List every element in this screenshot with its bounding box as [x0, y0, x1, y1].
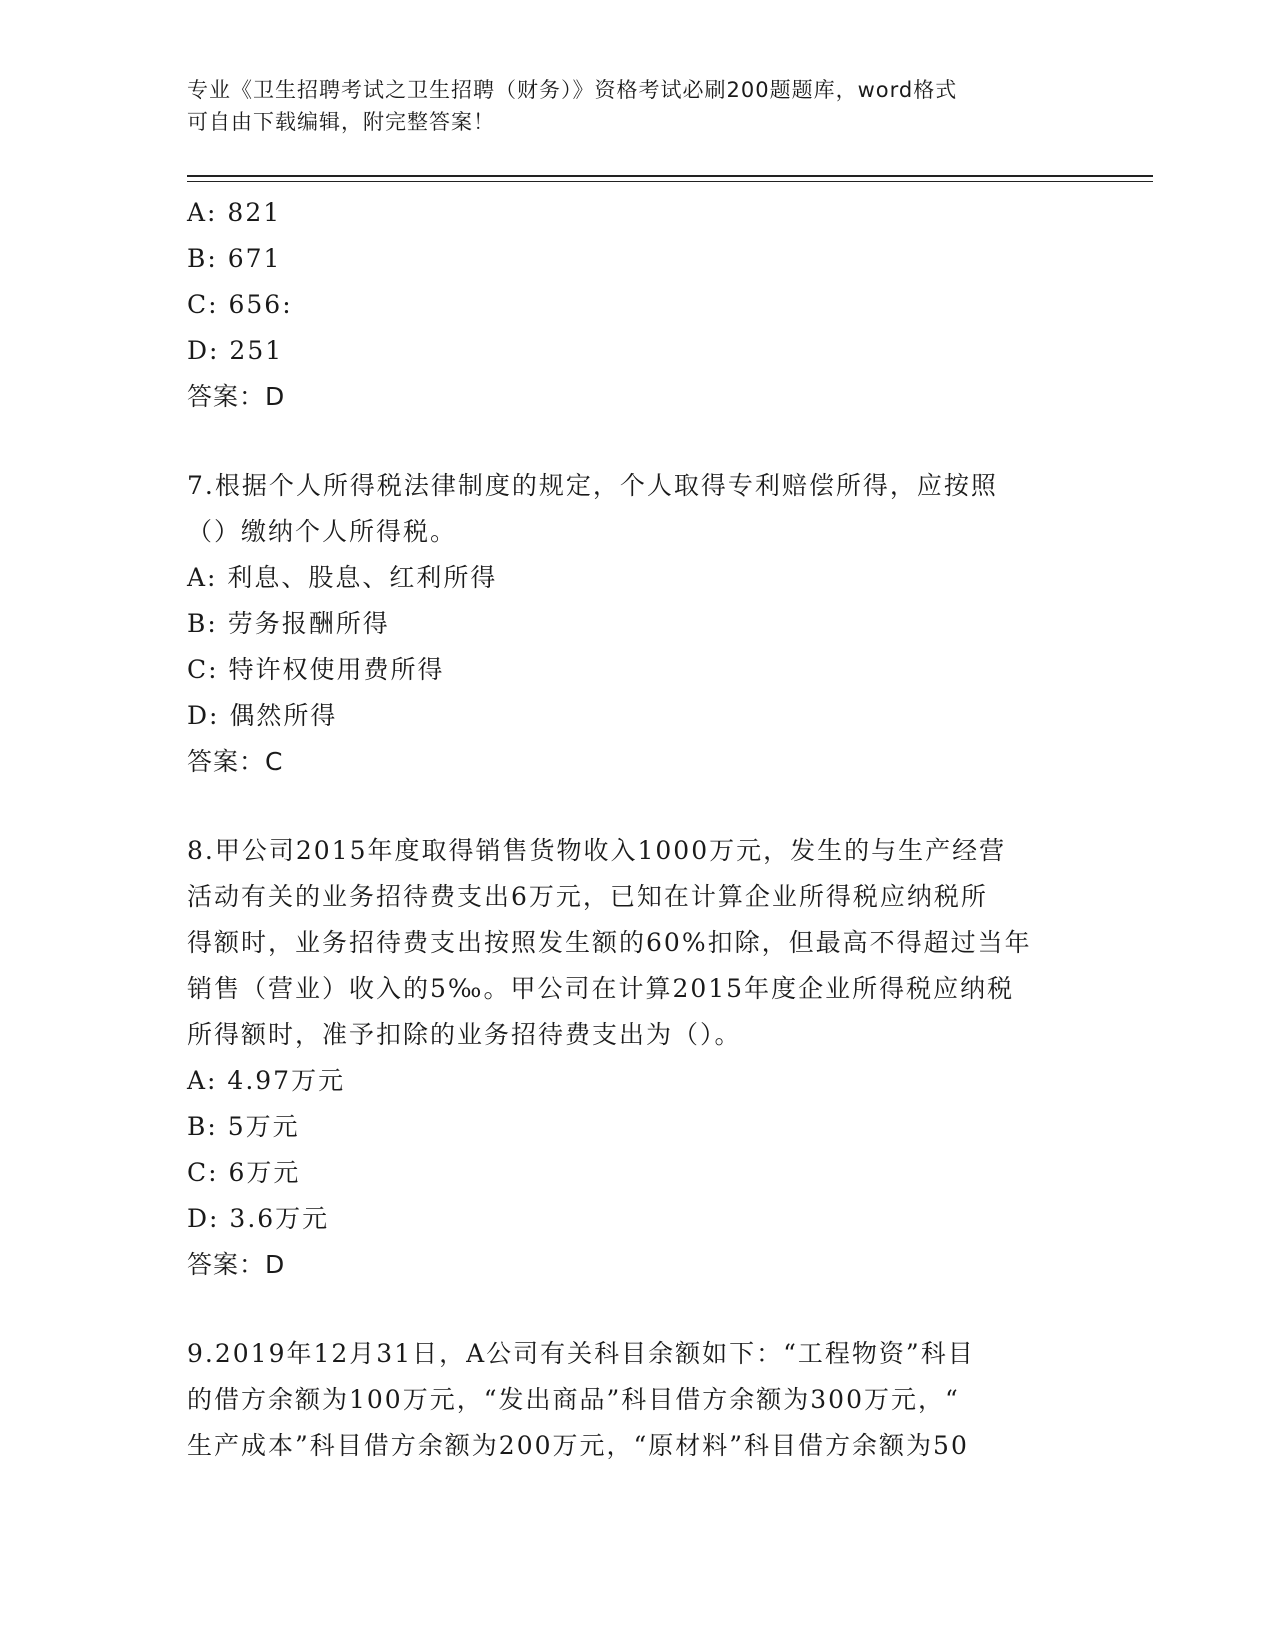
question-8 — [187, 828, 1087, 1288]
question-content — [187, 190, 1087, 1469]
header-title-line-2: 可自由下载编辑，附完整答案！ — [187, 110, 495, 134]
header-divider-thick — [187, 175, 1153, 177]
question-6 — [187, 190, 1087, 420]
option-a: A: 4.97万元 — [187, 1066, 346, 1095]
question-stem-line: 8.甲公司2015年度取得销售货物收入1000万元，发生的与生产经营 — [187, 836, 1007, 865]
question-stem-line: 的借方余额为100万元，“发出商品”科目借方余额为300万元，“ — [187, 1385, 960, 1414]
header-divider-thin — [187, 181, 1153, 182]
document-header — [187, 74, 1067, 138]
answer: 答案：C — [187, 747, 284, 776]
option-d: D: 251 — [187, 336, 284, 365]
header-title-line-1: 专业《卫生招聘考试之卫生招聘（财务）》资格考试必刷200题题库，word格式 — [187, 78, 958, 102]
answer: 答案：D — [187, 382, 286, 411]
option-c: C: 特许权使用费所得 — [187, 655, 445, 684]
answer: 答案：D — [187, 1250, 286, 1279]
question-9 — [187, 1331, 1087, 1469]
option-b: B: 671 — [187, 244, 282, 273]
option-c: C: 6万元 — [187, 1158, 301, 1187]
question-stem-line: 活动有关的业务招待费支出6万元，已知在计算企业所得税应纳税所 — [187, 882, 988, 911]
question-7 — [187, 463, 1087, 785]
option-b: B: 劳务报酬所得 — [187, 609, 390, 638]
question-stem-line: 销售（营业）收入的5‰。甲公司在计算2015年度企业所得税应纳税 — [187, 974, 1015, 1003]
question-stem-line: 7.根据个人所得税法律制度的规定，个人取得专利赔偿所得，应按照 — [187, 471, 998, 500]
option-c: C: 656: — [187, 290, 293, 319]
question-stem-line: 9.2019年12月31日，A公司有关科目余额如下：“工程物资”科目 — [187, 1339, 975, 1368]
question-stem-line: 所得额时，准予扣除的业务招待费支出为（）。 — [187, 1020, 742, 1049]
option-d: D: 3.6万元 — [187, 1204, 330, 1233]
question-stem-line: （）缴纳个人所得税。 — [187, 517, 458, 546]
question-stem-line: 得额时，业务招待费支出按照发生额的60%扣除，但最高不得超过当年 — [187, 928, 1032, 957]
option-b: B: 5万元 — [187, 1112, 300, 1141]
option-a: A: 利息、股息、红利所得 — [187, 563, 498, 592]
option-a: A: 821 — [187, 198, 282, 227]
question-stem-line: 生产成本”科目借方余额为200万元，“原材料”科目借方余额为50 — [187, 1431, 969, 1460]
option-d: D: 偶然所得 — [187, 701, 338, 730]
